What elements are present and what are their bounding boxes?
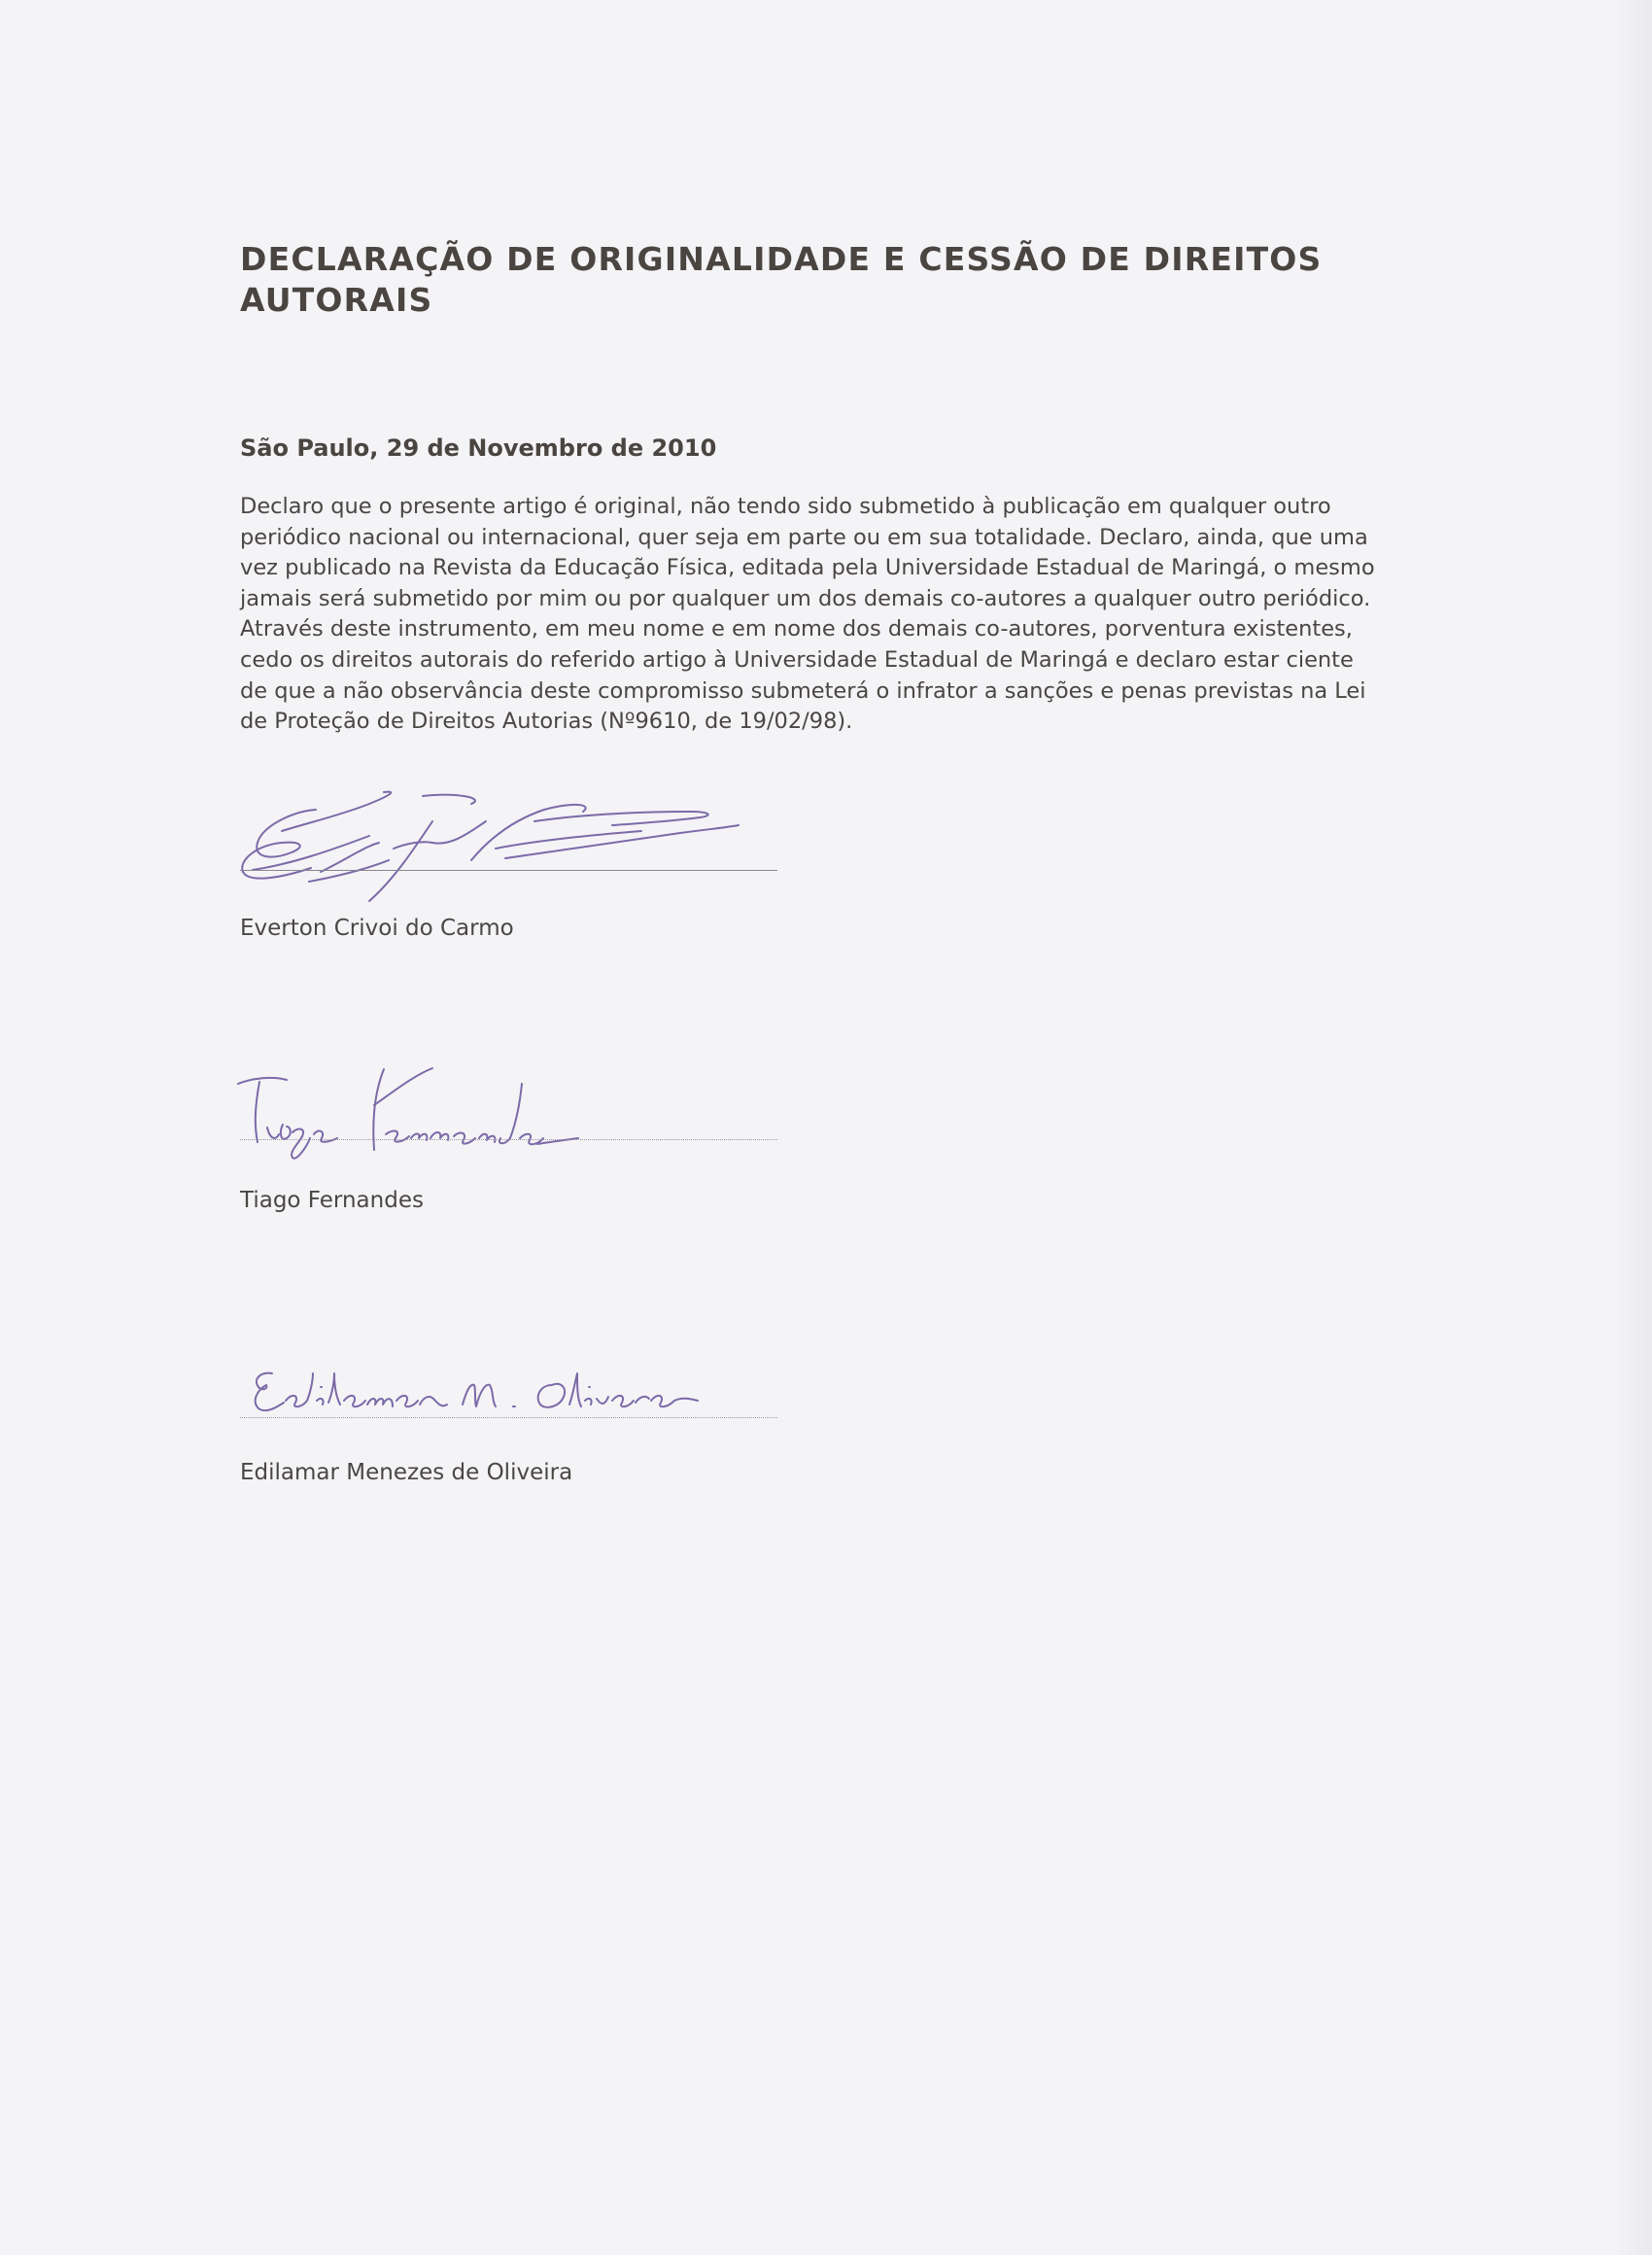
signature-line [240, 1417, 777, 1418]
declaration-body: Declaro que o presente artigo é original, não tendo sido submetido à publicação em qualquer outro periódico nacional ou internacional, quer seja em parte ou em sua totalidade. Declaro, ainda, que uma vez publicado na Revista da Educação Física, editada pela Universidade Estadual de Maringá, o mesmo jamais será submetido por mim ou por qualquer um dos demais co-autores a qualquer outro periódico. Através deste instrumento, em meu nome e em nome dos demais co-autores, porventura existentes, cedo os direitos autorais do referido artigo à Universidade Estadual de Maringá e declaro estar ciente de que a não observância deste compromisso submeterá o infrator a sanções e penas previstas na Lei de Proteção de Direitos Autorias (Nº9610, de 19/02/98). [240, 494, 1375, 735]
signature-edilamar [243, 1356, 729, 1434]
signatory-name: Everton Crivoi do Carmo [240, 916, 514, 941]
signature-line [240, 870, 777, 871]
signature-tiago [228, 1055, 598, 1171]
document-title: DECLARAÇÃO DE ORIGINALIDADE E CESSÃO DE DIREITOS AUTORAIS [240, 240, 1323, 319]
page-edge-shadow [1613, 0, 1652, 2255]
signature-line [240, 1139, 777, 1140]
signature-everton [224, 782, 768, 909]
signatory-name: Tiago Fernandes [240, 1188, 424, 1213]
signatory-name: Edilamar Menezes de Oliveira [240, 1460, 573, 1485]
dateline: São Paulo, 29 de Novembro de 2010 [240, 434, 717, 462]
